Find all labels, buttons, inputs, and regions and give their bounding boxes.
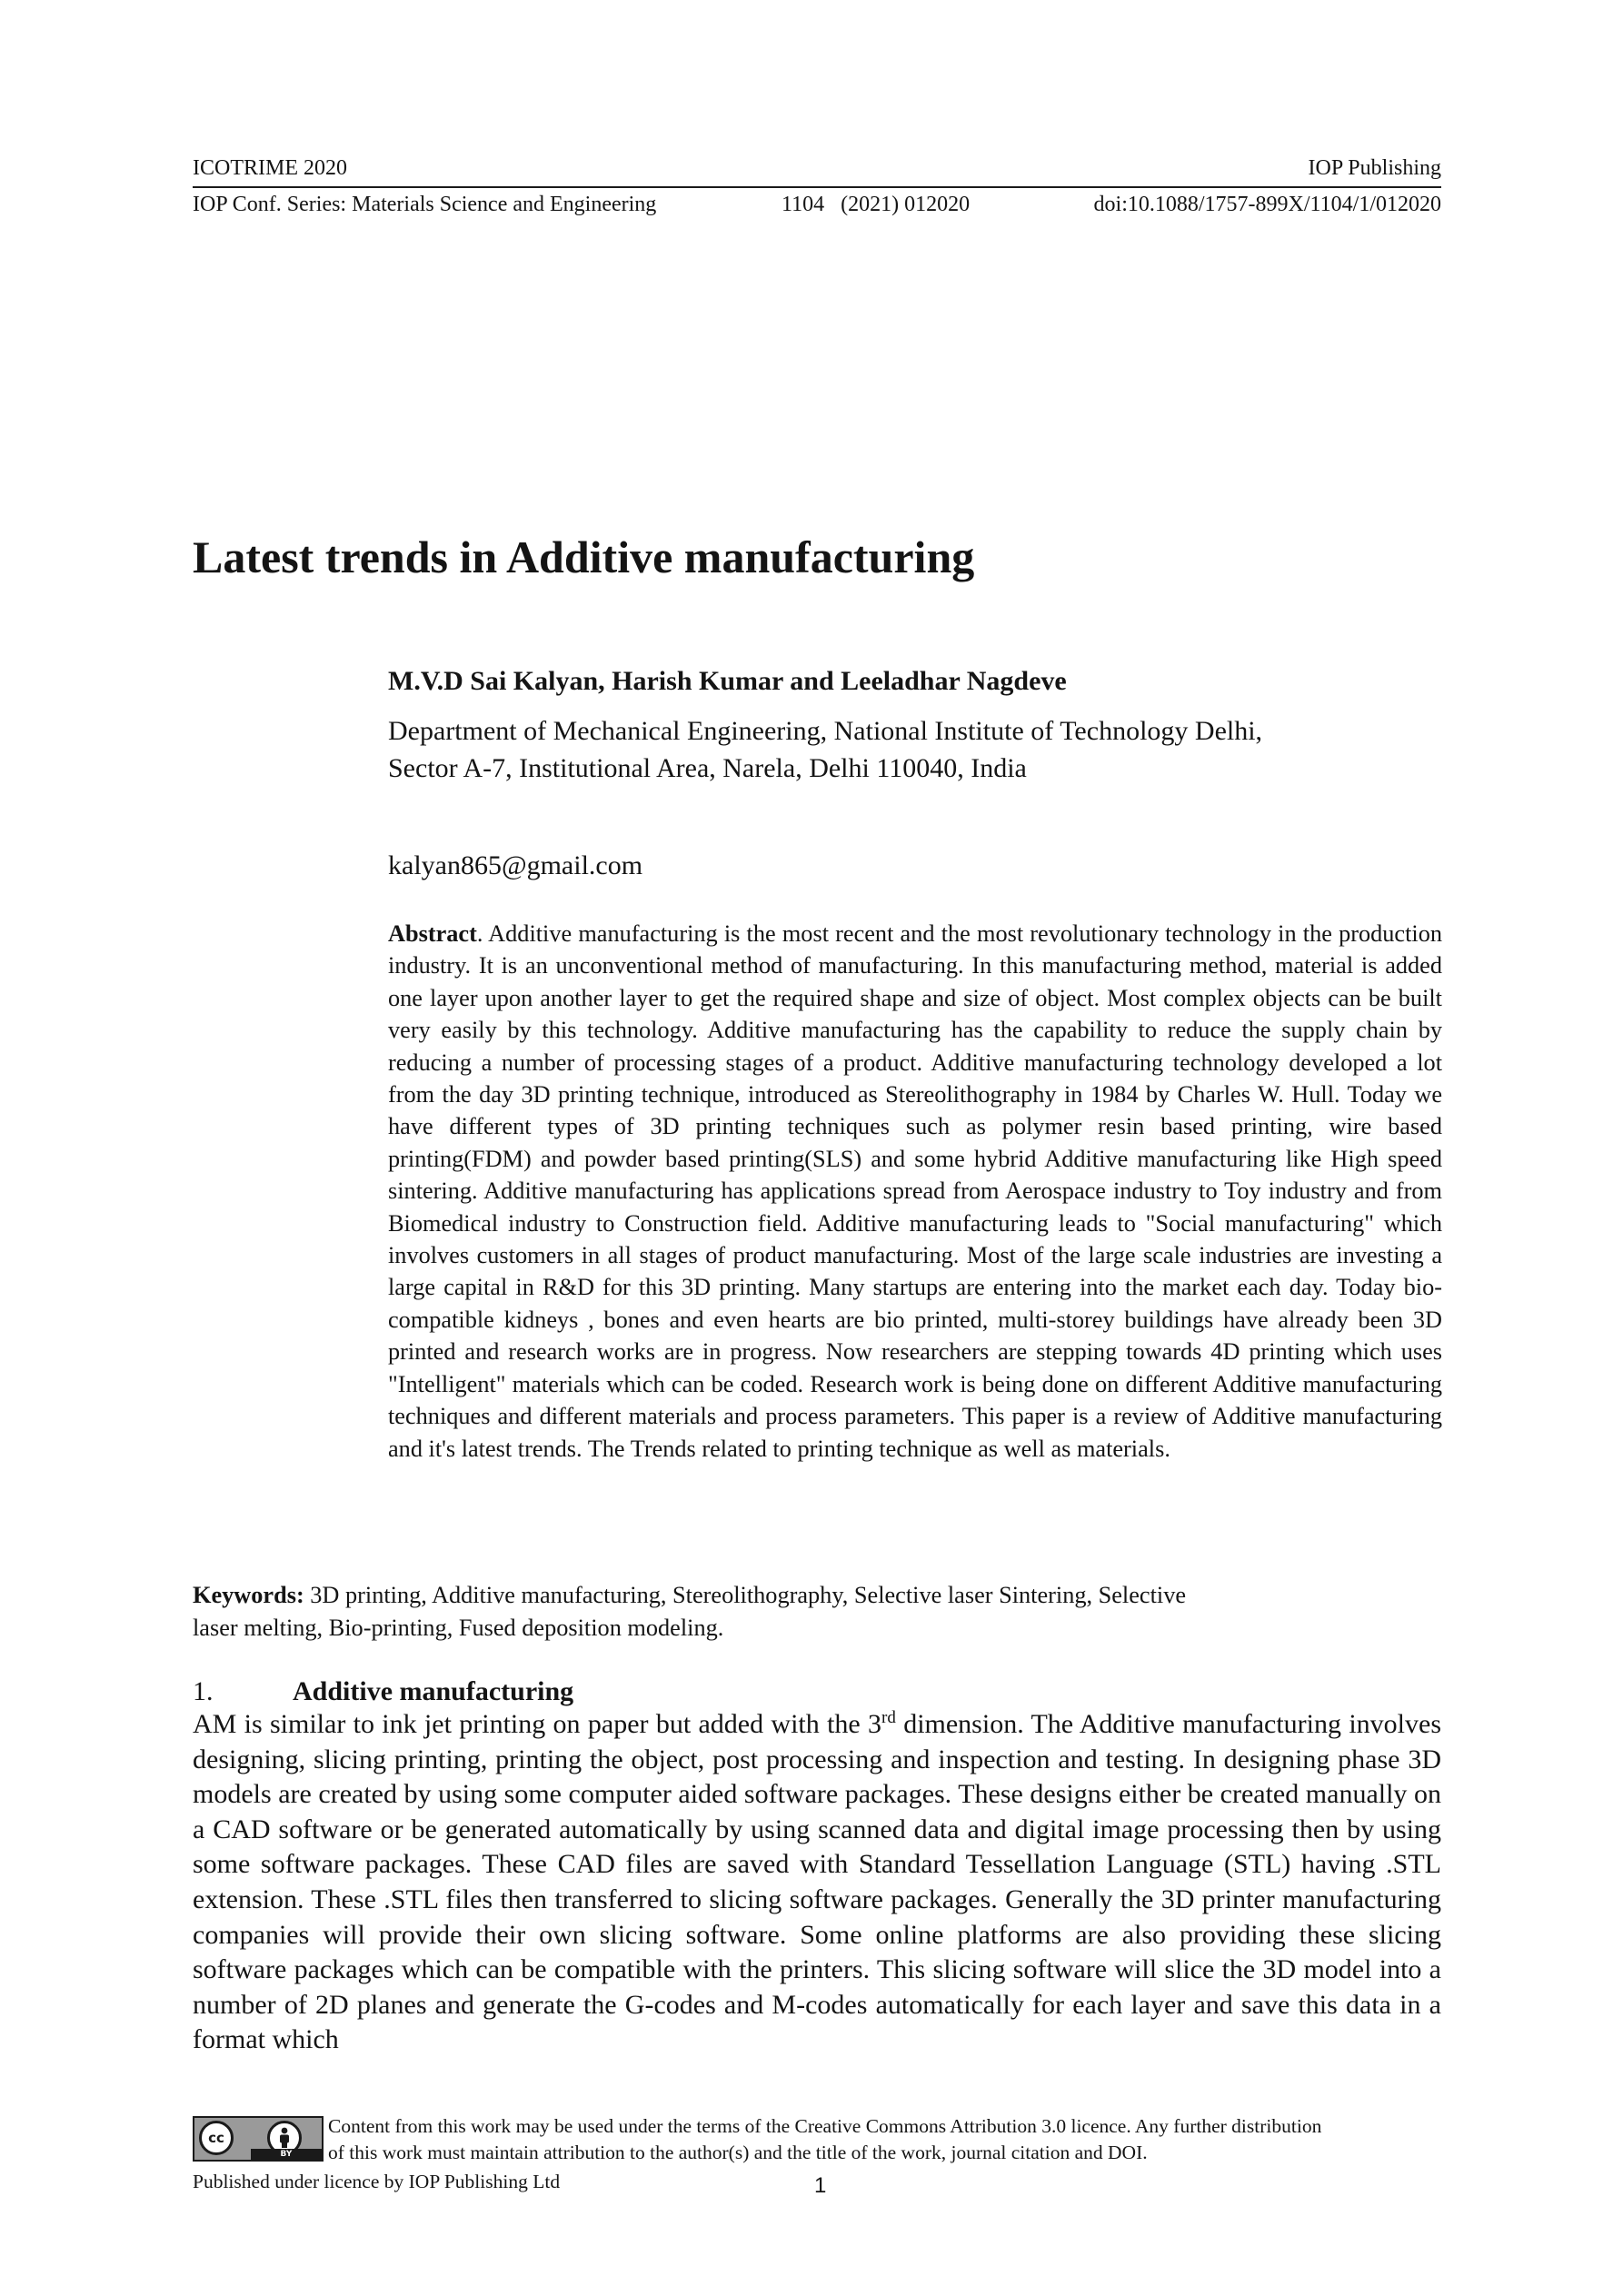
keywords-line-1: 3D printing, Additive manufacturing, Stereolithography, Selective laser Sintering, Selective	[304, 1582, 1187, 1608]
paper-title: Latest trends in Additive manufacturing	[193, 532, 975, 582]
cc-by-label: BY	[251, 2149, 322, 2160]
body-text-part-1: AM is similar to ink jet printing on paper but added with the 3	[193, 1709, 882, 1739]
affiliation-line-1: Department of Mechanical Engineering, National Institute of Technology Delhi,	[388, 716, 1263, 746]
creative-commons-by-icon[interactable]	[193, 2116, 324, 2162]
section-heading	[193, 1675, 573, 1709]
keywords	[193, 1579, 1365, 1645]
keywords-line-2: laser melting, Bio-printing, Fused deposition modeling.	[193, 1615, 724, 1641]
body-text-part-2: dimension. The Additive manufacturing involves designing, slicing printing, printing the object, post processing and inspection and testing. In designing phase 3D models are created by using some computer aided software packages. These designs either be created manually on a CAD software or be generated automatically by using scanned data and digital image processing then by using some software packages. These CAD files are saved with Standard Tessellation Language (STL) having .STL extension. These .STL files then transferred to slicing software packages. Generally the 3D printer manufacturing companies will provide their own slicing software. Some online platforms are also providing these slicing software packages which can be compatible with the printers. This slicing software will slice the 3D model into a number of 2D planes and generate the G-codes and M-codes automatically for each layer and save this data in a format which	[193, 1709, 1441, 2055]
cc-icon: cc	[199, 2121, 234, 2155]
section-title: Additive manufacturing	[293, 1676, 574, 1706]
abstract	[388, 918, 1442, 1465]
header-volume: 1104 (2021) 012020	[782, 193, 971, 216]
header-conference: ICOTRIME 2020	[193, 156, 347, 180]
author-list: M.V.D Sai Kalyan, Harish Kumar and Leeladhar Nagdeve	[388, 666, 1067, 696]
superscript-rd: rd	[881, 1708, 896, 1727]
license-line-1: Content from this work may be used under the terms of the Creative Commons Attribution 3.0 licence. Any further distribution	[328, 2115, 1322, 2137]
header-series: IOP Conf. Series: Materials Science and Engineering	[193, 193, 657, 216]
keywords-label: Keywords:	[193, 1582, 304, 1608]
published-notice: Published under licence by IOP Publishing Ltd	[193, 2171, 561, 2192]
header-rule	[193, 186, 1441, 188]
page-number: 1	[814, 2173, 827, 2198]
affiliation	[388, 712, 1442, 787]
section-number: 1.	[193, 1676, 214, 1706]
abstract-text: . Additive manufacturing is the most recent and the most revolutionary technology in the production industry. It is an unconventional method of manufacturing. In this manufacturing method, material is added one layer upon another layer to get the required shape and size of object. Most complex objects can be built very easily by this technology. Additive manufacturing has the capability to reduce the supply chain by reducing a number of processing stages of a product. Additive manufacturing technology developed a lot from the day 3D printing technique, introduced as Stereolithography in 1984 by Charles W. Hull. Today we have different types of 3D printing techniques such as polymer resin based printing, wire based printing(FDM) and powder based printing(SLS) and some hybrid Additive manufacturing like High speed sintering. Additive manufacturing has applications spread from Aerospace industry to Toy industry and from Biomedical industry to Construction field. Additive manufacturing leads to "Social manufacturing" which involves customers in all stages of product manufacturing. Most of the large scale industries are investing a large capital in R&D for this 3D printing. Many startups are entering into the market each day. Today bio-compatible kidneys , bones and even hearts are bio printed, multi-storey buildings have already been 3D printed and research works are in progress. Now researchers are stepping towards 4D printing which uses "Intelligent" materials which can be coded. Research work is being done on different Additive manufacturing techniques and different materials and process parameters. This paper is a review of Additive manufacturing and it's latest trends. The Trends related to printing technique as well as materials.	[388, 920, 1442, 1462]
affiliation-line-2: Sector A-7, Institutional Area, Narela, Delhi 110040, India	[388, 753, 1027, 783]
license-notice	[328, 2113, 1442, 2166]
abstract-label: Abstract	[388, 920, 477, 947]
author-email[interactable]: kalyan865@gmail.com	[388, 850, 643, 880]
header-publisher: IOP Publishing	[1308, 156, 1441, 180]
section-body	[193, 1707, 1441, 2058]
header-doi: doi:10.1088/1757-899X/1104/1/012020	[1093, 193, 1441, 216]
license-line-2: of this work must maintain attribution to the author(s) and the title of the work, journal citation and DOI.	[328, 2142, 1148, 2163]
